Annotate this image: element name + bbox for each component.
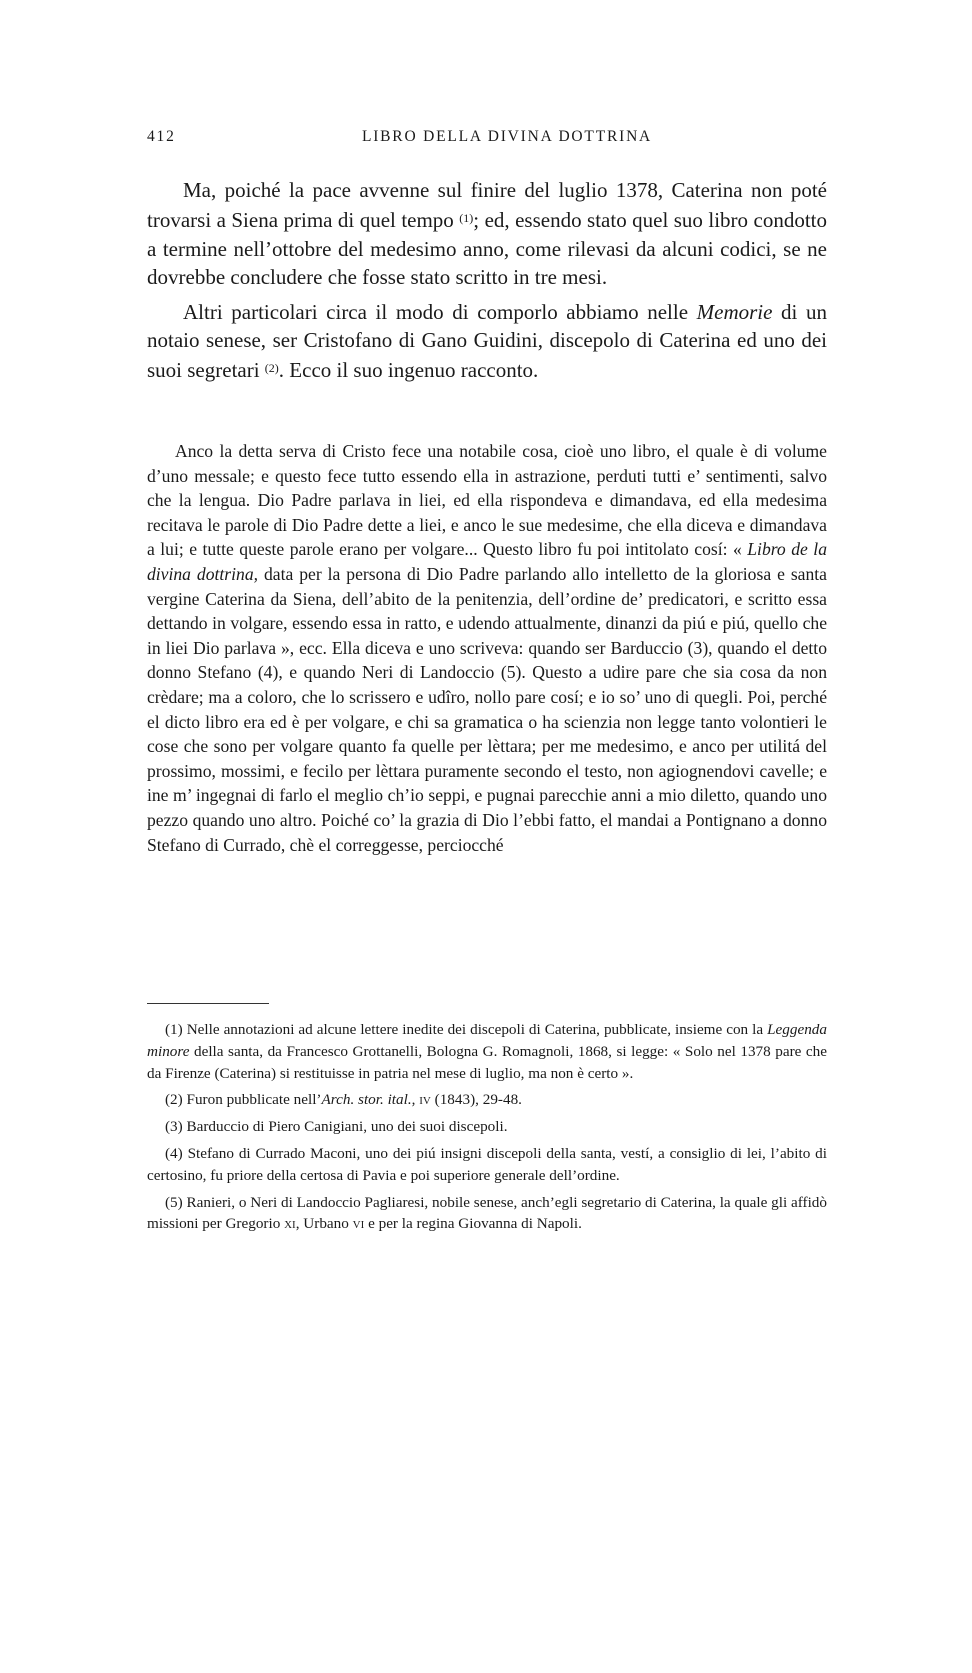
- running-title: LIBRO DELLA DIVINA DOTTRINA: [361, 128, 653, 145]
- page-header: [147, 128, 827, 152]
- footnote-3: (3) Barduccio di Piero Canigiani, uno dei suoi discepoli.: [165, 1118, 508, 1136]
- footnote-5: (5) Ranieri, o Neri di Landoccio Pagliaresi, nobile senese, anch’egli segretario di Caterina, la quale gli affidò missioni per Gregorio xi, Urbano vi e per la regina Giovanna di Napoli.: [147, 1193, 827, 1233]
- paragraph-2: Altri particolari circa il modo di comporlo abbiamo nelle Memorie di un notaio senese, ser Cristofano di Gano Guidini, discepolo di Caterina ed uno dei suoi segretari $^{(2)}$. Ecco il suo ingenuo racconto.: [147, 299, 827, 383]
- book-title: Libro de la divina dottrina,: [147, 539, 827, 584]
- main-text: [147, 176, 827, 391]
- footnote-1: (1) Nelle annotazioni ad alcune lettere inedite dei discepoli di Caterina, pubblicate, insieme con la Leggenda minore della santa, da Francesco Grottanelli, Bologna G. Romagnoli, 1868, si legge: « Solo nel 1378 pare che da Firenze (Caterina) si restituisse in patria nel mese di luglio, ma non è certo ».: [147, 1021, 827, 1082]
- footnote-2: (2) Furon pubblicate nell’Arch. stor. ital., iv (1843), 29-48.: [165, 1091, 522, 1109]
- footnotes: [147, 1019, 827, 1240]
- footnote-ref-1[interactable]: (1): [459, 211, 474, 226]
- page-number: 412: [147, 128, 176, 145]
- footnote-separator: [147, 1003, 269, 1004]
- memorie-title: Memorie: [696, 299, 773, 324]
- paragraph-1: Ma, poiché la pace avvenne sul finire del luglio 1378, Caterina non poté trovarsi a Siena prima di quel tempo $^{(1)}$; ed, essendo stato quel suo libro condotto a termine nell’ottobre del medesimo anno, come rilevasi da alcuni codici, se ne dovrebbe concludere che fosse stato scritto in tre mesi.: [147, 178, 827, 290]
- quote-paragraph: Anco la detta serva di Cristo fece una notabile cosa, cioè uno libro, el quale è di volume d’uno messale; e questo fece tutto essendo ella in astrazione, perduti tutti e’ sentimenti, salvo che la lengua. Dio Padre parlava in liei, ed ella rispondeva e dimandava, ed ella medesima recitava le parole di Dio Padre dette a liei, e anco le sue medesime, che ella diceva e dimandava a lui; e tutte queste parole erano per volgare... Questo libro fu poi intitolato cosí: « Libro de la divina dottrina, data per la persona di Dio Padre parlando allo intelletto de la gloriosa e santa vergine Caterina da Siena, dell’abito de la penitenzia, dell’ordine de’ predicatori, e scritto essa dettando in volgare, essendo essa in ratto, e udendo attualmente, dinanzi da piú e piú, quello che in liei Dio parlava », ecc. Ella diceva e uno scriveva: quando ser Barduccio (3), quando el detto donno Stefano (4), e quando Neri di Landoccio (5). Questo a udire pare che sia cosa da non crèdare; ma a coloro, che lo scrissero e udîro, nollo pare cosí; e io so’ uno di quegli. Poi, perché el dicto libro era ed è per volgare, e chi sa gramatica o ha scienzia non legge tanto volontieri le cose che sono per volgare quanto fa quelle per lèttara; per me medesimo, e anco per utilitá del prossimo, mossimi, e fecilo per lèttara puramente secondo el testo, non agiognendovi cavelle; e ine m’ ingegnai di farlo el meglio ch’io seppi, e pugnai parecchie anni a mio diletto, quando uno pezzo quando uno altro. Poiché co’ la grazia di Dio l’ebbi fatto, el mandai a Pontignano a donno Stefano di Currado, chè el correggesse, perciocché: [147, 441, 827, 855]
- block-quote: [147, 439, 827, 857]
- footnote-4: (4) Stefano di Currado Maconi, uno dei piú insigni discepoli della santa, vestí, a consiglio di lei, l’abito di certosino, fu priore della certosa di Pavia e poi superiore generale dell’ordine.: [147, 1144, 827, 1184]
- footnote-ref-2[interactable]: (2): [264, 361, 279, 376]
